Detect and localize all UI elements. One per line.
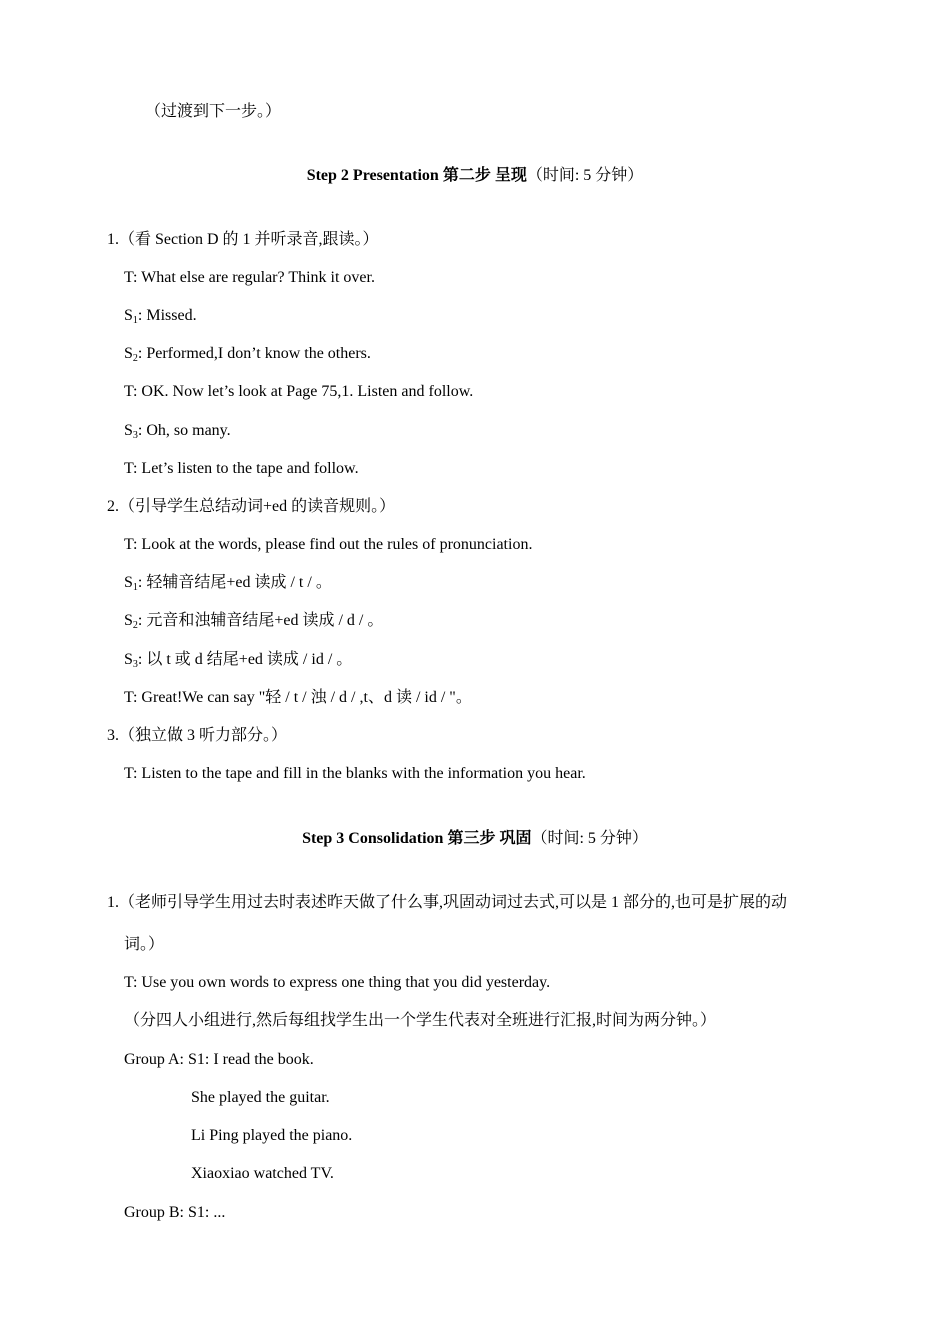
dialogue-line: T: OK. Now let’s look at Page 75,1. Listen and follow. bbox=[124, 383, 474, 400]
dialogue-line: T: Great!We can say "轻 / t / 浊 / d / ,t、d 读 / id / "。 bbox=[124, 689, 472, 706]
group-a-label: Group A: S1: I read the book. bbox=[124, 1051, 314, 1068]
item-number: 2. bbox=[107, 498, 119, 515]
item-instruction: （独立做 3 听力部分。） bbox=[119, 727, 288, 744]
step2-heading bbox=[0, 166, 950, 186]
step3-item-1-continued: 词。） bbox=[124, 936, 165, 953]
group-note: （分四人小组进行,然后每组找学生出一个学生代表对全班进行汇报,时间为两分钟。） bbox=[124, 1012, 717, 1029]
teacher-prompt: T: Use you own words to express one thing that you did yesterday. bbox=[124, 974, 551, 991]
group-a-line: Xiaoxiao watched TV. bbox=[191, 1165, 334, 1182]
group-a-line: Li Ping played the piano. bbox=[191, 1127, 353, 1144]
dialogue-line: T: Let’s listen to the tape and follow. bbox=[124, 460, 359, 477]
item-instruction: （看 Section D 的 1 并听录音,跟读。） bbox=[119, 231, 379, 248]
dialogue-line: $S_3$: 以 t 或 d 结尾+ed 读成 / id / 。 bbox=[124, 651, 353, 670]
dialogue-line: T: Listen to the tape and fill in the blanks with the information you hear. bbox=[124, 765, 586, 782]
dialogue-line: $S_1$: 轻辅音结尾+ed 读成 / t / 。 bbox=[124, 574, 332, 593]
dialogue-line: $S_3$: Oh, so many. bbox=[124, 422, 231, 441]
dialogue-line: $S_2$: Performed,I don’t know the others. bbox=[124, 345, 371, 364]
step3-time: （时间: 5 分钟） bbox=[531, 830, 648, 847]
item-number: 1. bbox=[107, 231, 119, 248]
step3-title: Step 3 Consolidation 第三步 巩固 bbox=[302, 830, 532, 847]
dialogue-line: T: Look at the words, please find out the rules of pronunciation. bbox=[124, 536, 533, 553]
step2-item-2 bbox=[107, 497, 395, 517]
item-number: 3. bbox=[107, 727, 119, 744]
step3-heading bbox=[0, 829, 950, 849]
dialogue-line: $S_2$: 元音和浊辅音结尾+ed 读成 / d / 。 bbox=[124, 612, 384, 631]
dialogue-line: T: What else are regular? Think it over. bbox=[124, 269, 375, 286]
step2-item-1 bbox=[107, 230, 379, 250]
group-b-label: Group B: S1: ... bbox=[124, 1204, 226, 1221]
dialogue-line: $S_1$: Missed. bbox=[124, 307, 197, 326]
item-instruction: （引导学生总结动词+ed 的读音规则。） bbox=[119, 498, 396, 515]
group-a-line: She played the guitar. bbox=[191, 1089, 330, 1106]
step3-item-1 bbox=[107, 893, 787, 913]
step2-item-3 bbox=[107, 726, 287, 746]
step2-title: Step 2 Presentation 第二步 呈现 bbox=[306, 167, 527, 184]
step2-time: （时间: 5 分钟） bbox=[526, 167, 644, 184]
item-instruction: （老师引导学生用过去时表述昨天做了什么事,巩固动词过去式,可以是 1 部分的,也可是扩展的动 bbox=[119, 894, 788, 911]
item-number: 1. bbox=[107, 894, 119, 911]
transition-note: （过渡到下一步。） bbox=[145, 103, 282, 120]
